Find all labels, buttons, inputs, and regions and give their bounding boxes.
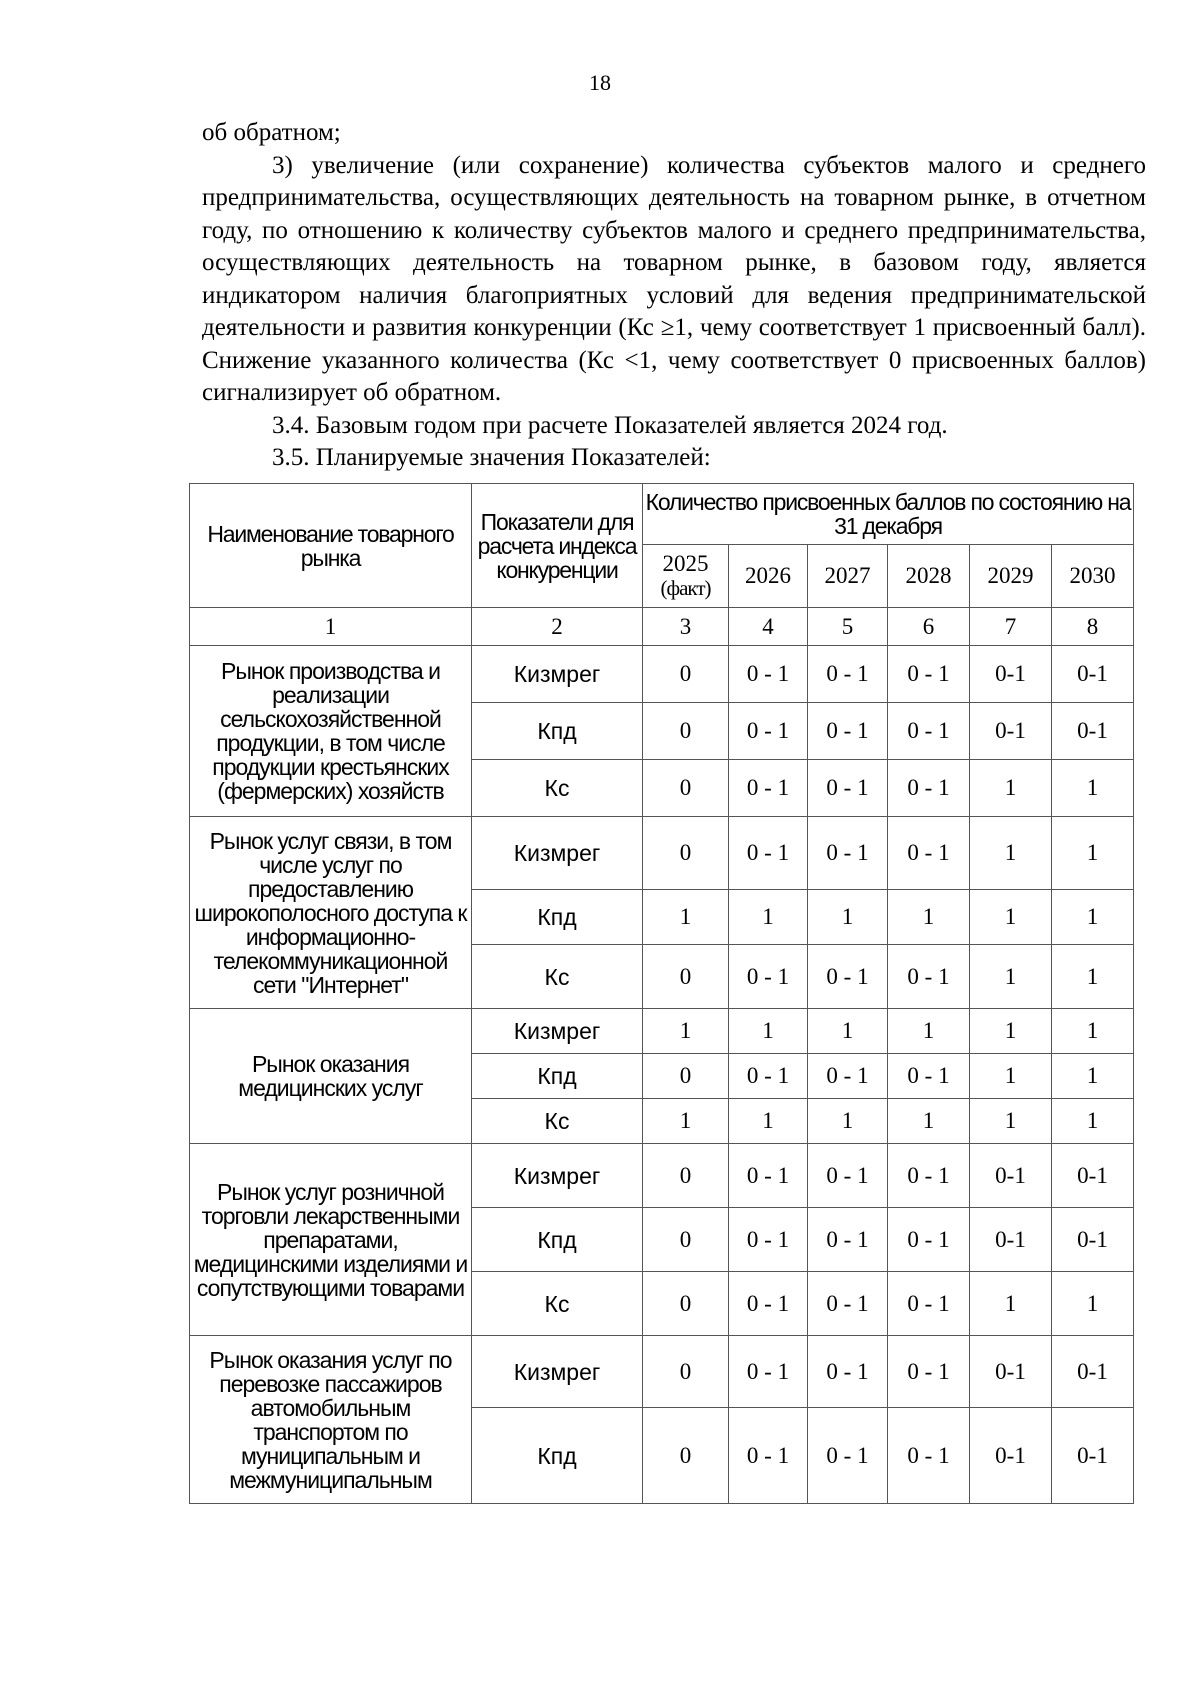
table-row (190, 817, 1134, 890)
points-value: 0-1 (1052, 703, 1134, 760)
indicator-name: Кизмрег (472, 1144, 643, 1208)
points-value: 1 (729, 1099, 808, 1144)
points-value: 0 - 1 (888, 1272, 970, 1336)
column-number: 4 (729, 608, 808, 646)
points-value: 0 - 1 (808, 760, 888, 817)
points-value: 1 (970, 1054, 1052, 1099)
header-year: 2026 (729, 545, 808, 608)
table-body (190, 608, 1134, 1504)
points-value: 0 (643, 1208, 729, 1272)
points-value: 1 (888, 890, 970, 945)
points-value: 0-1 (970, 1208, 1052, 1272)
points-value: 1 (729, 1009, 808, 1054)
indicator-name: Кс (472, 1099, 643, 1144)
points-value: 0 - 1 (729, 703, 808, 760)
market-name: Рынок услуг связи, в том числе услуг по предоставлению широкополосного доступа к информационно-телекоммуникационной сети "Интернет" (190, 817, 472, 1009)
points-value: 0-1 (970, 1408, 1052, 1504)
points-value: 0 - 1 (729, 1408, 808, 1504)
indicators-table (189, 483, 1134, 1504)
market-name: Рынок услуг розничной торговли лекарственными препаратами, медицинскими изделиями и сопутствующими товарами (190, 1144, 472, 1336)
points-value: 0-1 (970, 1336, 1052, 1408)
points-value: 0 - 1 (729, 760, 808, 817)
header-points-group: Количество присвоенных баллов по состоянию на 31 декабря (643, 484, 1134, 545)
indicator-name: Кс (472, 1272, 643, 1336)
points-value: 1 (970, 890, 1052, 945)
column-number: 6 (888, 608, 970, 646)
points-value: 0 - 1 (729, 817, 808, 890)
indicator-name: Кпд (472, 1208, 643, 1272)
points-value: 0 - 1 (808, 1208, 888, 1272)
paragraph: 3) увеличение (или сохранение) количества субъектов малого и среднего предпринимательства, осуществляющих деятельность на товарном рынке, в отчетном году, по отношению к количеству субъектов малого и среднего предпринимательства, осуществляющих деятельность на товарном рынке, в базовом году, является индикатором наличия благоприятных условий для ведения предпринимательской деятельности и развития конкуренции (Кс ≥1, чему соответствует 1 присвоенный балл). Снижение указанного количества (Кс <1, чему соответствует 0 присвоенных баллов) сигнализирует об обратном. (202, 151, 1146, 406)
points-value: 0 - 1 (888, 703, 970, 760)
points-value: 1 (1052, 945, 1134, 1009)
indicator-name: Кс (472, 760, 643, 817)
points-value: 1 (643, 1099, 729, 1144)
paragraph: 3.5. Планируемые значения Показателей: (272, 444, 711, 471)
points-value: 0 (643, 945, 729, 1009)
header-market-name: Наименование товарного рынка (190, 484, 472, 608)
points-value: 0 - 1 (808, 1408, 888, 1504)
points-value: 1 (888, 1099, 970, 1144)
column-number: 3 (643, 608, 729, 646)
header-year: 2029 (970, 545, 1052, 608)
table-row (190, 1009, 1134, 1054)
points-value: 1 (970, 817, 1052, 890)
points-value: 0 (643, 646, 729, 703)
points-value: 1 (1052, 1099, 1134, 1144)
indicator-name: Кпд (472, 1408, 643, 1504)
points-value: 0 (643, 1336, 729, 1408)
points-value: 0 - 1 (808, 703, 888, 760)
body-text (202, 117, 1146, 475)
points-value: 1 (643, 890, 729, 945)
points-value: 0 - 1 (888, 1408, 970, 1504)
table-row (190, 1144, 1134, 1208)
market-name: Рынок оказания услуг по перевозке пассажиров автомобильным транспортом по муниципальным и межмуниципальным (190, 1336, 472, 1504)
points-value: 0 - 1 (729, 945, 808, 1009)
points-value: 0 (643, 703, 729, 760)
column-number: 1 (190, 608, 472, 646)
header-year: 2027 (808, 545, 888, 608)
points-value: 0 - 1 (729, 1208, 808, 1272)
points-value: 0 - 1 (888, 760, 970, 817)
points-value: 0 - 1 (888, 1336, 970, 1408)
points-value: 0 (643, 1144, 729, 1208)
points-value: 1 (970, 1272, 1052, 1336)
points-value: 0 - 1 (888, 646, 970, 703)
points-value: 0 - 1 (729, 1054, 808, 1099)
points-value: 0 (643, 760, 729, 817)
points-value: 0 - 1 (888, 945, 970, 1009)
points-value: 1 (1052, 890, 1134, 945)
header-year: 2028 (888, 545, 970, 608)
points-value: 1 (970, 1099, 1052, 1144)
points-value: 1 (888, 1009, 970, 1054)
points-value: 0 (643, 817, 729, 890)
indicator-name: Кпд (472, 890, 643, 945)
indicator-name: Кпд (472, 1054, 643, 1099)
points-value: 0 - 1 (888, 1144, 970, 1208)
points-value: 1 (1052, 1272, 1134, 1336)
points-value: 1 (1052, 817, 1134, 890)
points-value: 1 (729, 890, 808, 945)
column-number: 7 (970, 608, 1052, 646)
points-value: 0 - 1 (808, 1144, 888, 1208)
points-value: 0 - 1 (729, 1336, 808, 1408)
points-value: 0 - 1 (808, 817, 888, 890)
points-value: 1 (1052, 1009, 1134, 1054)
points-value: 0 - 1 (808, 945, 888, 1009)
points-value: 0 - 1 (808, 1272, 888, 1336)
points-value: 0 - 1 (808, 1054, 888, 1099)
points-value: 0 (643, 1408, 729, 1504)
points-value: 0 (643, 1054, 729, 1099)
points-value: 0-1 (1052, 646, 1134, 703)
points-value: 1 (1052, 1054, 1134, 1099)
column-number: 8 (1052, 608, 1134, 646)
points-value: 1 (970, 1009, 1052, 1054)
points-value: 0 - 1 (808, 646, 888, 703)
header-year (643, 545, 729, 608)
header-indicators: Показатели для расчета индекса конкуренции (472, 484, 643, 608)
market-name: Рынок производства и реализации сельскохозяйственной продукции, в том числе продукции крестьянских (фермерских) хозяйств (190, 646, 472, 817)
header-year: 2030 (1052, 545, 1134, 608)
paragraph: 3.4. Базовым годом при расчете Показателей является 2024 год. (272, 411, 948, 439)
points-value: 1 (1052, 760, 1134, 817)
points-value: 0-1 (970, 703, 1052, 760)
points-value: 0-1 (1052, 1208, 1134, 1272)
points-value: 1 (970, 945, 1052, 1009)
points-value: 0 - 1 (729, 1144, 808, 1208)
points-value: 0 - 1 (729, 1272, 808, 1336)
points-value: 0 (643, 1272, 729, 1336)
points-value: 1 (808, 1009, 888, 1054)
page-number: 18 (589, 70, 611, 95)
column-number: 5 (808, 608, 888, 646)
points-value: 0-1 (970, 646, 1052, 703)
indicator-name: Кс (472, 945, 643, 1009)
table-row (190, 646, 1134, 703)
points-value: 0-1 (1052, 1408, 1134, 1504)
points-value: 0 - 1 (888, 1054, 970, 1099)
points-value: 1 (643, 1009, 729, 1054)
column-number-row (190, 608, 1134, 646)
points-value: 0 - 1 (888, 817, 970, 890)
paragraph: об обратном; (202, 119, 341, 146)
header-year-value: 2025 (662, 551, 709, 576)
points-value: 0-1 (1052, 1336, 1134, 1408)
indicator-name: Кизмрег (472, 1009, 643, 1054)
indicator-name: Кпд (472, 703, 643, 760)
points-value: 0 - 1 (808, 1336, 888, 1408)
points-value: 1 (970, 760, 1052, 817)
table-row (190, 1336, 1134, 1408)
market-name: Рынок оказания медицинских услуг (190, 1009, 472, 1144)
indicator-name: Кизмрег (472, 817, 643, 890)
points-value: 0 - 1 (888, 1208, 970, 1272)
indicator-name: Кизмрег (472, 1336, 643, 1408)
points-value: 1 (808, 890, 888, 945)
points-value: 0-1 (970, 1144, 1052, 1208)
points-value: 0-1 (1052, 1144, 1134, 1208)
points-value: 0 - 1 (729, 646, 808, 703)
points-value: 1 (808, 1099, 888, 1144)
column-number: 2 (472, 608, 643, 646)
indicator-name: Кизмрег (472, 646, 643, 703)
header-year-note: (факт) (660, 576, 711, 600)
